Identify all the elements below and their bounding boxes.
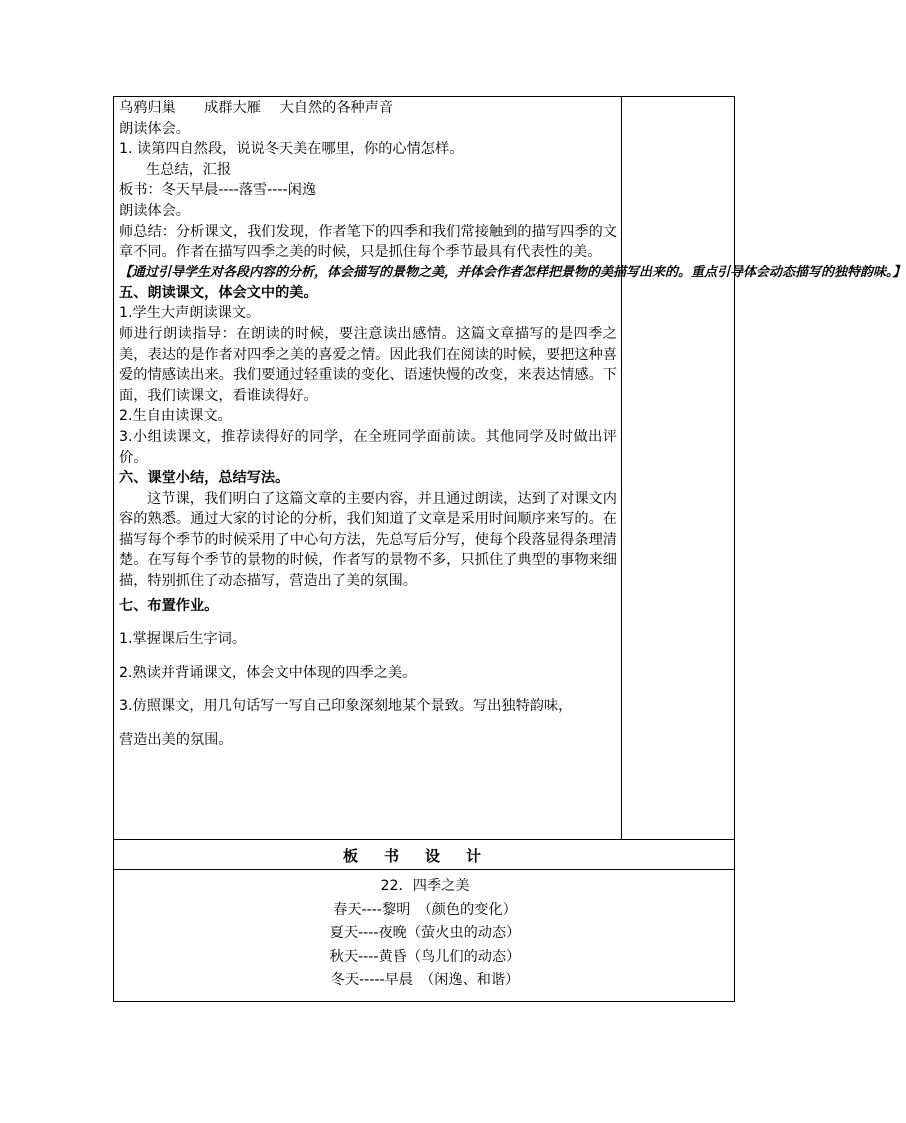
homework-item-cont: 营造出美的氛围。: [119, 732, 233, 749]
class-summary: 这节课，我们明白了这篇文章的主要内容，并且通过朗读，达到了对课文内容的熟悉。通过大家的讨论的分析，我们知道了文章是采用时间顺序来写的。在描写每个季节的时候采用了中心句方法，先总写后分写，使每个段落显得条理清楚。在写每个季节的景物的时候，作者写的景物不多，只抓住了典型的事物来细描，特别抓住了动态描写，营造出了美的氛围。: [119, 490, 617, 590]
column-divider: [621, 96, 622, 840]
text-line: 朗读体会。: [119, 202, 190, 219]
section-heading-5: 五、朗读课文，体会文中的美。: [119, 284, 318, 301]
row-divider-bottom: [113, 869, 735, 870]
row-divider-top: [113, 839, 735, 840]
text-line: 3.小组读课文，推荐读得好的同学，在全班同学面前读。其他同学及时做出评价。: [119, 428, 617, 466]
reading-guidance: 师进行朗读指导：在朗读的时候，要注意读出感情。这篇文章描写的是四季之美，表达的是作者对四季之美的喜爱之情。因此我们在阅读的时候，要把这种喜爱的情感读出来。我们要通过轻重读的变化、语速快慢的改变，来表达情感。下面，我们读课文，看谁读得好。: [119, 325, 617, 404]
section-heading-6: 六、课堂小结，总结写法。: [119, 470, 290, 487]
lesson-content: [119, 98, 906, 751]
board-design-title: 板书设计: [342, 847, 507, 865]
homework-item: 2.熟读并背诵课文，体会文中体现的四季之美。: [119, 664, 417, 681]
homework-item: 1.掌握课后生字词。: [119, 631, 247, 648]
section-heading-7: 七、布置作业。: [119, 597, 219, 614]
text-line: 朗读体会。: [119, 120, 190, 137]
board-row: 夏天----夜晚（萤火虫的动态）: [329, 925, 521, 941]
text-line: 1.学生大声朗读课文。: [119, 305, 261, 322]
board-row: 春天----黎明 （颜色的变化）: [333, 901, 517, 918]
text-line: 1. 读第四自然段，说说冬天美在哪里，你的心情怎样。: [119, 141, 464, 158]
text-line: 生总结，汇报: [146, 161, 232, 178]
board-row: 冬天-----早晨 （闲逸、和谐）: [330, 972, 520, 988]
text-line: 2.生自由读课文。: [119, 408, 232, 425]
homework-item: 3.仿照课文，用几句话写一写自己印象深刻地某个景致。写出独特韵味，: [119, 698, 573, 715]
teaching-note: 【通过引导学生对各段内容的分析，体会描写的景物之美，并体会作者怎样把景物的美描写出来的。重点引导体会动态描写的独特韵味。】: [119, 264, 906, 280]
teacher-summary: 师总结：分析课文，我们发现，作者笔下的四季和我们常接触到的描写四季的文章不同。作者在描写四季之美的时候，只是抓住每个季节最具有代表性的美。: [119, 223, 617, 261]
board-design: [116, 875, 734, 993]
text-line: 板书：冬天早晨----落雪----闲逸: [119, 182, 317, 199]
board-row: 秋天----黄昏（鸟儿们的动态）: [329, 948, 521, 965]
text-line: 乌鸦归巢 成群大雁 大自然的各种声音: [119, 100, 394, 116]
board-heading: 22．四季之美: [380, 878, 470, 894]
